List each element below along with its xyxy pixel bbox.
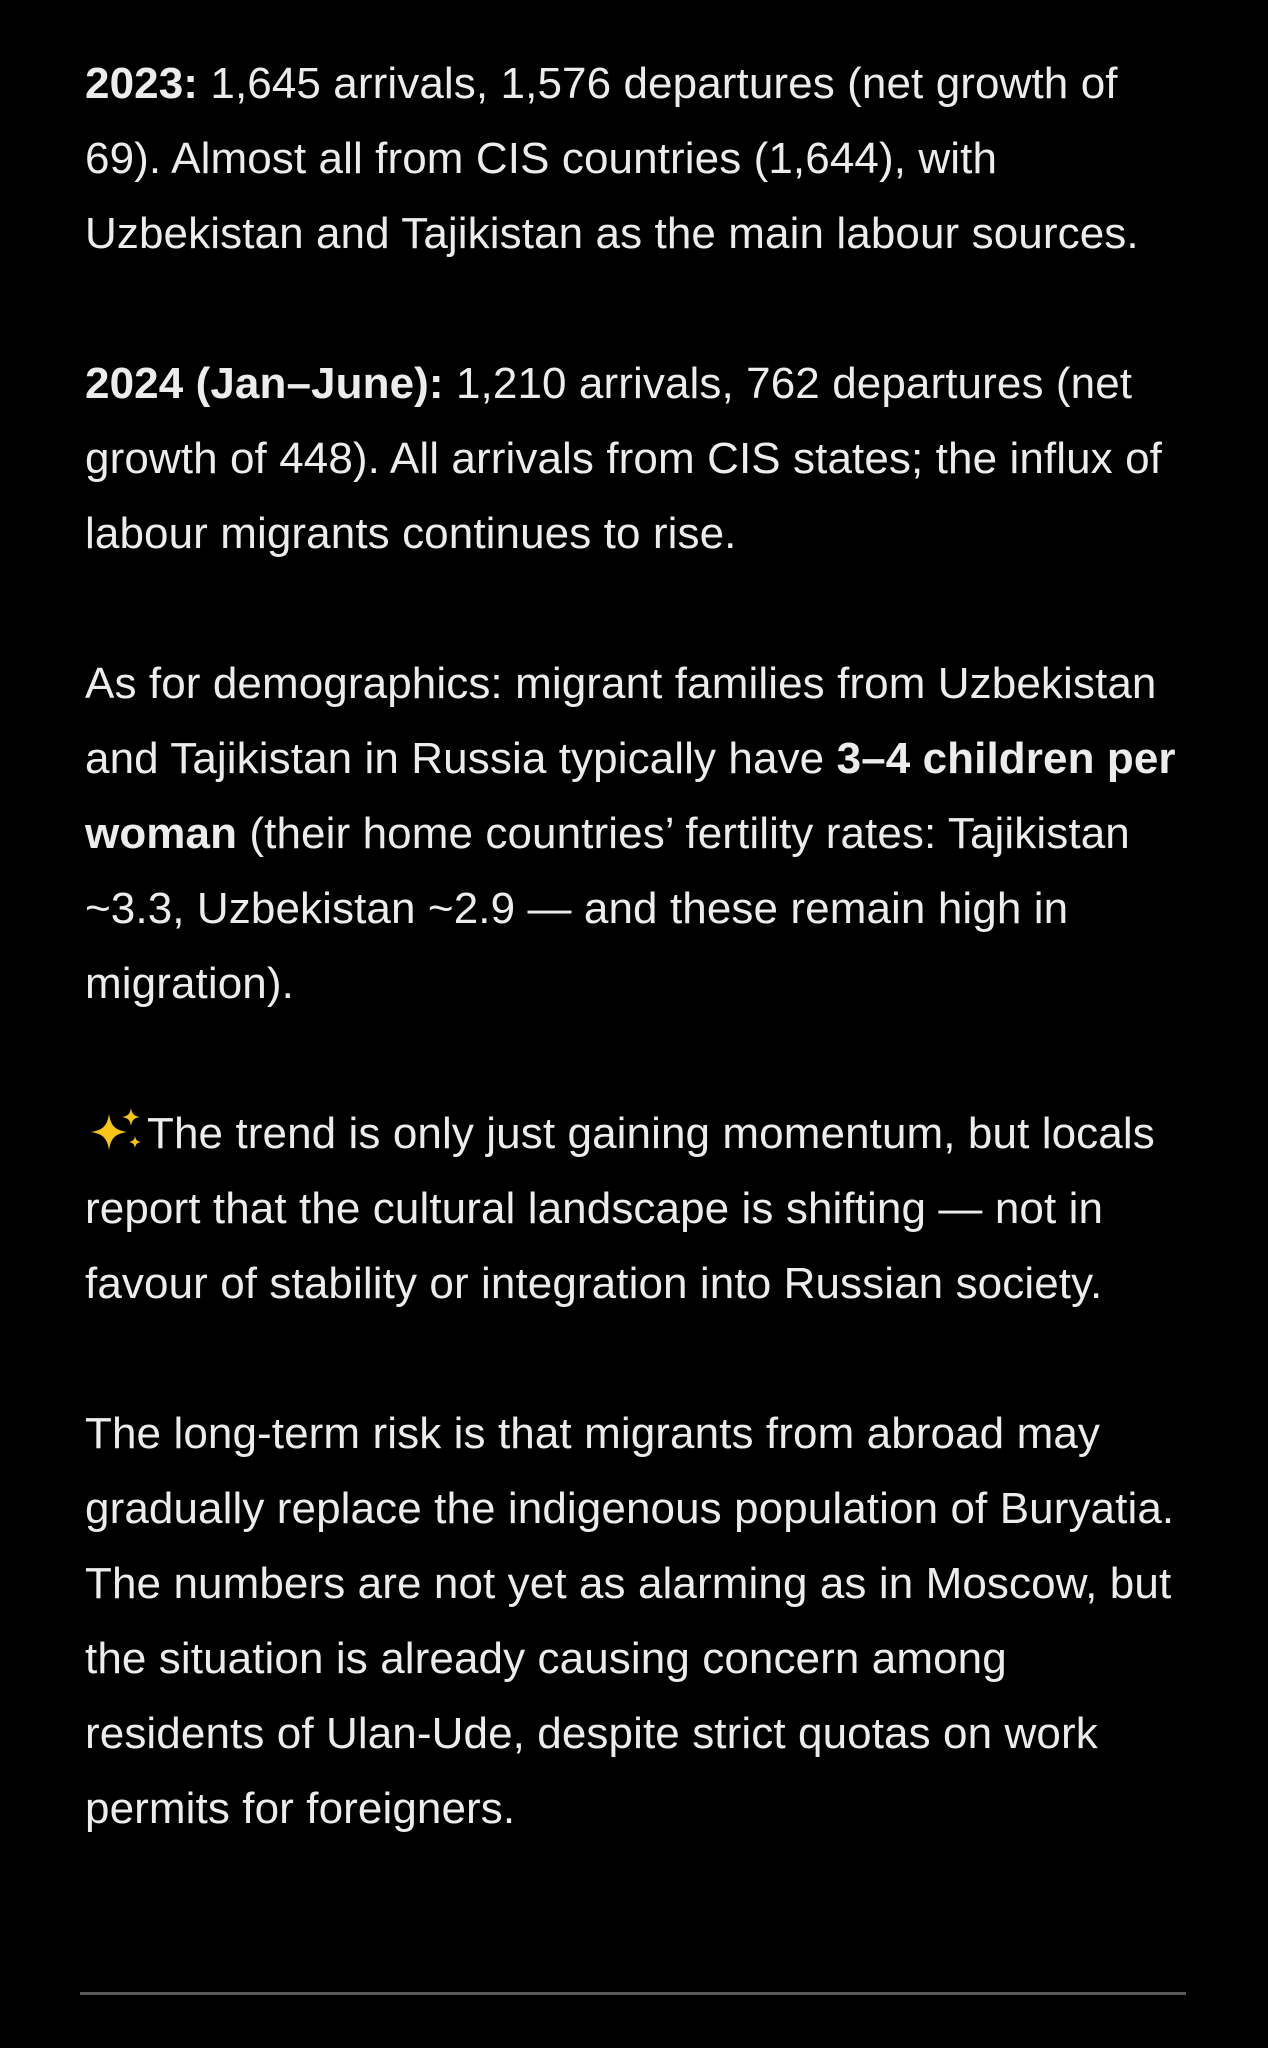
- message-body: [85, 46, 1195, 1846]
- demographics-text-before: As for demographics: migrant families from Uzbekistan and Tajikistan in Russia typically have: [85, 659, 1157, 783]
- year-2024-label: 2024 (Jan–June):: [85, 359, 444, 408]
- paragraph-2024-text: 1,210 arrivals, 762 departures (net growth of 448). All arrivals from CIS states; the influx of labour migrants continues to rise.: [85, 359, 1163, 558]
- paragraph-2023-text: 1,645 arrivals, 1,576 departures (net growth of 69). Almost all from CIS countries (1,644), with Uzbekistan and Tajikistan as the main labour sources.: [85, 59, 1139, 258]
- paragraph-2024-stats: [85, 346, 1195, 571]
- paragraph-2023-stats: [85, 46, 1195, 271]
- bottom-divider: [80, 1992, 1186, 1995]
- long-term-risk-text: The long-term risk is that migrants from abroad may gradually replace the indigenous population of Buryatia. The numbers are not yet as alarming as in Moscow, but the situation is already causing concern among residents of Ulan-Ude, despite strict quotas on work permits for foreigners.: [85, 1409, 1175, 1833]
- year-2023-label: 2023:: [85, 59, 199, 108]
- paragraph-long-term-risk: [85, 1396, 1195, 1846]
- sparkles-icon: [85, 1106, 147, 1154]
- children-per-woman-highlight: 3–4 children per woman: [85, 734, 1176, 858]
- demographics-text-after: (their home countries’ fertility rates: Tajikistan ~3.3, Uzbekistan ~2.9 — and these remain high in migration).: [85, 809, 1130, 1008]
- trend-text: The trend is only just gaining momentum, but locals report that the cultural landscape is shifting — not in favour of stability or integration into Russian society.: [85, 1109, 1155, 1308]
- paragraph-trend: [85, 1096, 1195, 1321]
- paragraph-demographics: [85, 646, 1195, 1021]
